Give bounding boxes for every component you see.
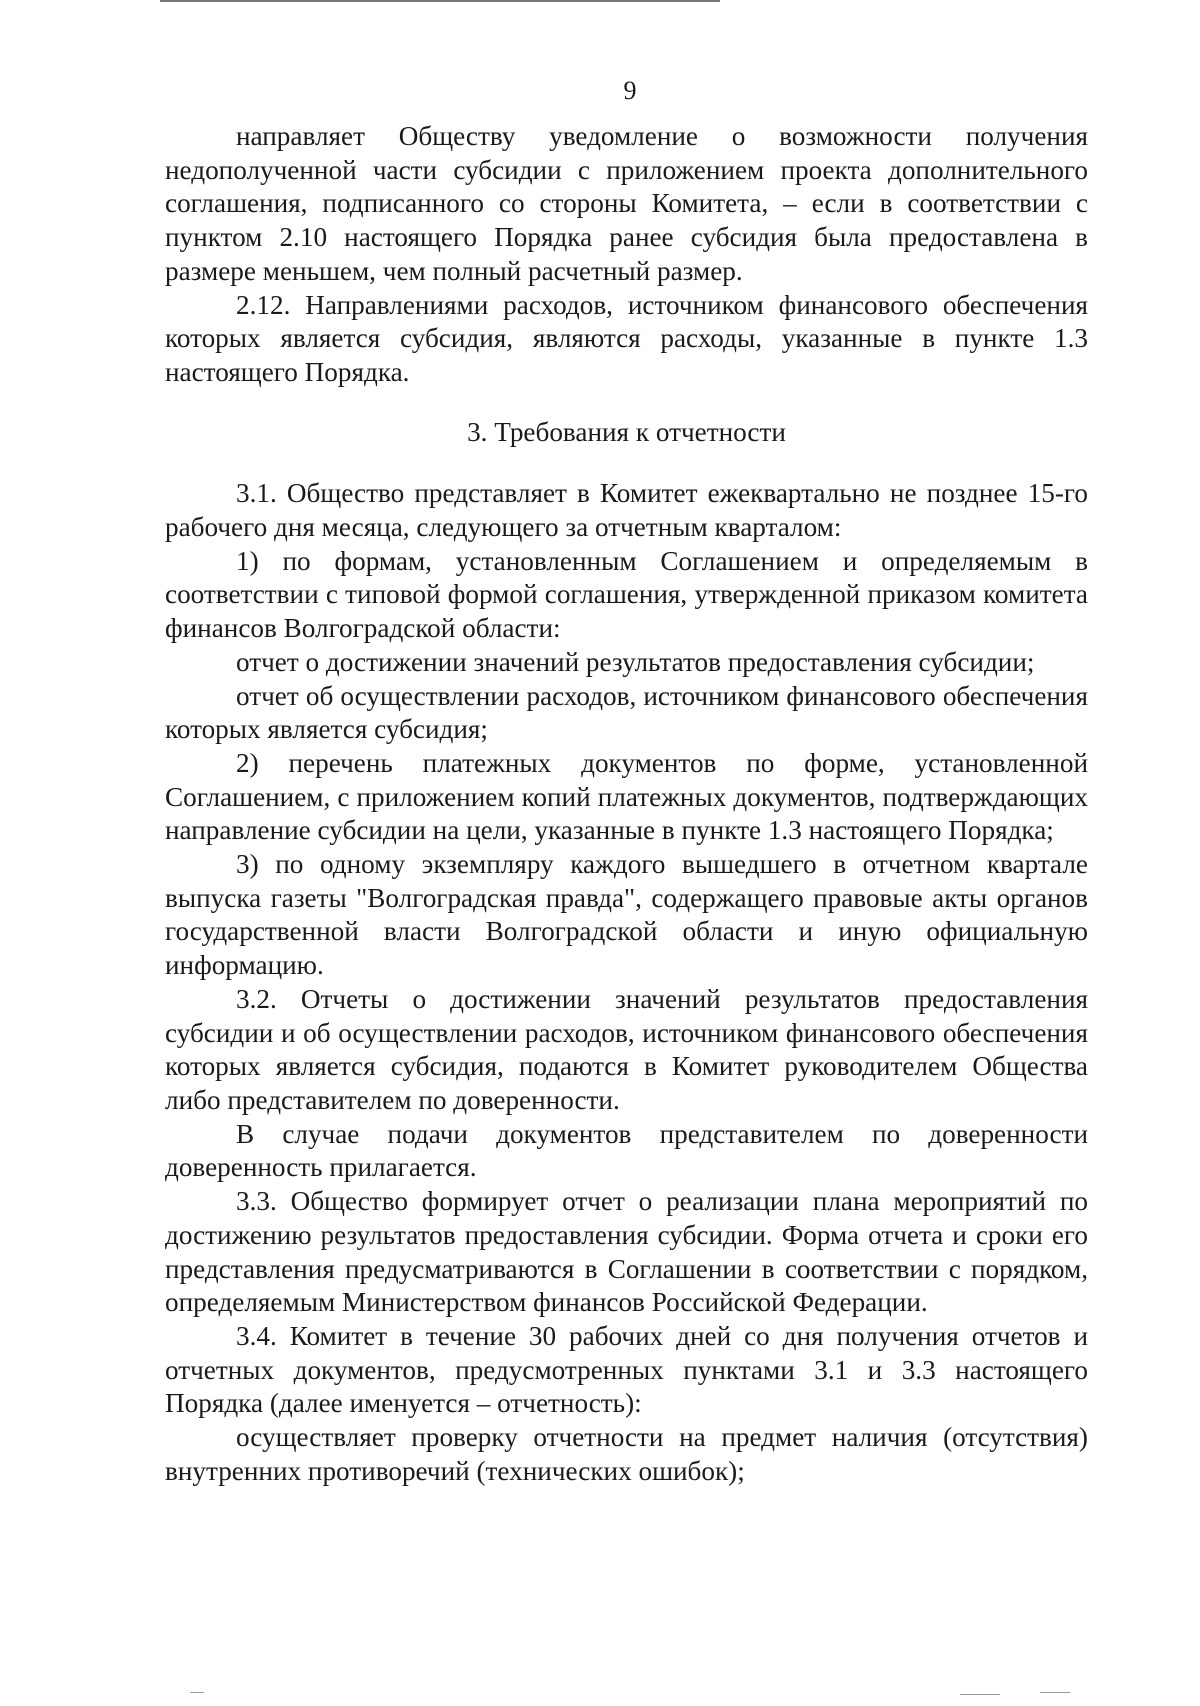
page-number: 9 [623,76,637,105]
scan-top-edge [160,0,720,2]
paragraph-2-12: 2.12. Направлениями расходов, источником финансового обеспечения которых является субсидия, являются расходы, указанные в пункте 1.3 настоящего Порядка. [165,289,1088,387]
scan-artifact [960,1694,1000,1695]
scan-artifact [190,1692,204,1693]
paragraph-continuation: направляет Обществу уведомление о возможности получения недополученной части субсидии с приложением проекта дополнительного соглашения, подписанного со стороны Комитета, – если в соответствии с пунктом 2.10 настоящего Порядка ранее субсидия была предоставлена в размере меньшем, чем полный расчетный размер. [165,121,1088,286]
paragraph-3-3: 3.3. Общество формирует отчет о реализации плана мероприятий по достижению результатов предоставления субсидии. Форма отчета и сроки его представления предусматриваются в Соглашении в соответствии с порядком, определяемым Министерством финансов Российской Федерации. [165,1186,1088,1318]
paragraph-3-1-item-1: 1) по формам, установленным Соглашением и определяемым в соответствии с типовой формой соглашения, утвержденной приказом комитета финансов Волгоградской области: [165,545,1088,644]
paragraph-3-1-item-2: 2) перечень платежных документов по форме, установленной Соглашением, с приложением копий платежных документов, подтверждающих направление субсидии на цели, указанные в пункте 1.3 настоящего Порядка; [165,747,1088,846]
paragraph-report-results: отчет о достижении значений результатов предоставления субсидии; [236,646,1035,677]
paragraph-3-4: 3.4. Комитет в течение 30 рабочих дней со дня получения отчетов и отчетных документов, предусмотренных пунктами 3.1 и 3.3 настоящего Порядка (далее именуется – отчетность): [165,1320,1088,1419]
paragraph-proxy: В случае подачи документов представителем по доверенности доверенность прилагается. [165,1118,1088,1183]
scan-artifact [1040,1692,1070,1693]
document-body [165,120,1088,1488]
paragraph-3-1-item-3: 3) по одному экземпляру каждого вышедшего в отчетном квартале выпуска газеты "Волгоградская правда", содержащего правовые акты органов государственной власти Волгоградской области и иную официальную информацию. [165,849,1088,981]
paragraph-3-2: 3.2. Отчеты о достижении значений результатов предоставления субсидии и об осуществлении расходов, источником финансового обеспечения которых является субсидия, подаются в Комитет руководителем Общества либо представителем по доверенности. [165,983,1088,1115]
paragraph-check: осуществляет проверку отчетности на предмет наличия (отсутствия) внутренних противоречий (технических ошибок); [165,1422,1088,1486]
section-heading: 3. Требования к отчетности [467,416,786,447]
paragraph-3-1: 3.1. Общество представляет в Комитет ежеквартально не позднее 15-го рабочего дня месяца, следующего за отчетным кварталом: [165,478,1088,543]
paragraph-report-expenses: отчет об осуществлении расходов, источником финансового обеспечения которых является субсидия; [165,680,1088,745]
